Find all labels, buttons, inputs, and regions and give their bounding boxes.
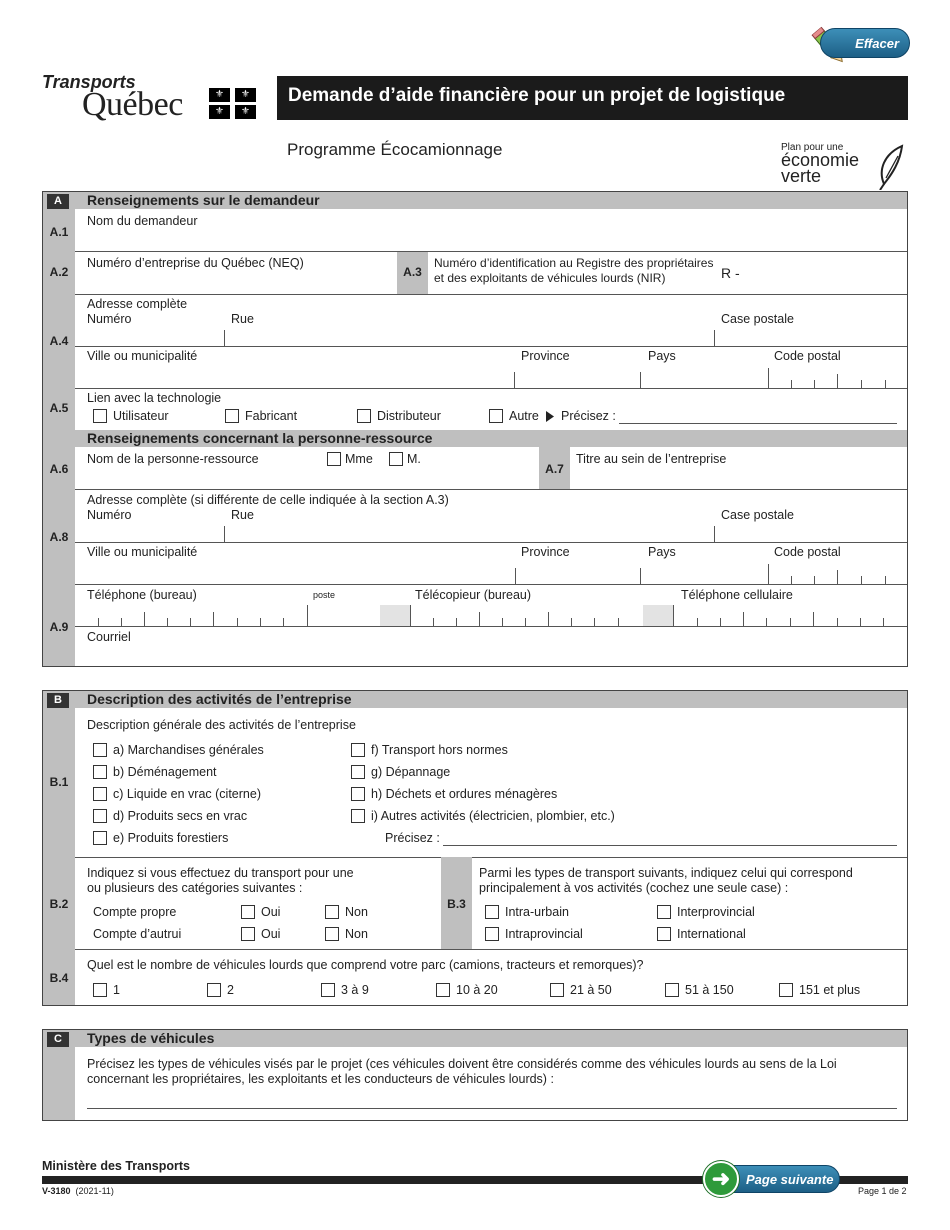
section-c xyxy=(42,1029,908,1121)
label-m: M. xyxy=(407,452,421,466)
checkbox-interprovincial[interactable] xyxy=(657,905,671,919)
form-title: Demande d’aide financière pour un projet de logistique xyxy=(277,76,908,120)
leaf-icon xyxy=(874,144,908,190)
checkbox-parc-6[interactable] xyxy=(665,983,679,997)
checkbox-activite-c[interactable] xyxy=(93,787,107,801)
fleur-de-lis-icon: ⚜ xyxy=(235,105,256,119)
checkbox-parc-1[interactable] xyxy=(93,983,107,997)
checkbox-activite-h[interactable] xyxy=(351,787,365,801)
checkbox-activite-i[interactable] xyxy=(351,809,365,823)
section-c-title: Types de véhicules xyxy=(75,1030,907,1047)
programme-name: Programme Écocamionnage xyxy=(287,140,503,159)
label-parc-6: 51 à 150 xyxy=(685,983,734,997)
label-nir-2: et des exploitants de véhicules lourds (NIR) xyxy=(434,271,666,285)
fleur-de-lis-icon: ⚜ xyxy=(209,88,230,102)
checkbox-intraprovincial[interactable] xyxy=(485,927,499,941)
section-b-title: Description des activités de l’entreprise xyxy=(75,691,907,708)
row-code-a2: A.2 xyxy=(49,265,69,279)
label-parc-1: 1 xyxy=(113,983,120,997)
label-precisez-b1: Précisez : xyxy=(385,831,440,845)
arrow-right-icon xyxy=(546,411,554,422)
label-fabricant: Fabricant xyxy=(245,409,298,423)
logo-transports: Transports xyxy=(42,72,136,92)
label-autre: Autre xyxy=(509,409,539,423)
section-a-title: Renseignements sur le demandeur xyxy=(75,192,907,209)
label-types-vehicules-1: Précisez les types de véhicules visés par le projet (ces véhicules doivent être considérés comme des véhicules lourds au sens de la Loi xyxy=(87,1057,837,1071)
label-oui: Oui xyxy=(261,905,281,919)
label-pays-contact: Pays xyxy=(648,545,676,559)
label-b2-1: Indiquez si vous effectuez du transport pour une xyxy=(87,866,354,880)
row-code-a9: A.9 xyxy=(49,620,69,634)
checkbox-autrui-non[interactable] xyxy=(325,927,339,941)
label-cellulaire: Téléphone cellulaire xyxy=(681,588,793,602)
checkbox-autrui-oui[interactable] xyxy=(241,927,255,941)
checkbox-parc-7[interactable] xyxy=(779,983,793,997)
checkbox-autre[interactable] xyxy=(489,409,503,423)
section-b xyxy=(42,690,908,1006)
eco-logo-small: Plan pour une xyxy=(781,142,844,153)
label-parc-4: 10 à 20 xyxy=(456,983,498,997)
section-a xyxy=(42,191,908,667)
label-b3-2: principalement à vos activités (cochez une seule case) : xyxy=(479,881,789,895)
label-province-contact: Province xyxy=(521,545,570,559)
label-pays: Pays xyxy=(648,349,676,363)
fleur-de-lis-icon: ⚜ xyxy=(235,88,256,102)
row-code-a8: A.8 xyxy=(49,530,69,544)
checkbox-mme[interactable] xyxy=(327,452,341,466)
label-code-postal-contact: Code postal xyxy=(774,545,841,559)
label-intra-urbain: Intra-urbain xyxy=(505,905,569,919)
section-c-letter: C xyxy=(47,1032,69,1047)
label-international: International xyxy=(677,927,746,941)
row-code-a7: A.7 xyxy=(545,462,564,476)
label-types-vehicules-2: concernant les propriétaires, les exploitants et les conducteurs de véhicules lourds) : xyxy=(87,1072,554,1086)
row-code-b1: B.1 xyxy=(49,775,69,789)
checkbox-propre-oui[interactable] xyxy=(241,905,255,919)
label-adresse: Adresse complète xyxy=(87,297,188,311)
label-parc-2: 2 xyxy=(227,983,234,997)
checkbox-intra-urbain[interactable] xyxy=(485,905,499,919)
label-case-contact: Case postale xyxy=(721,508,794,522)
label-poste: poste xyxy=(313,590,336,600)
label-rue-contact: Rue xyxy=(231,508,254,522)
label-mme: Mme xyxy=(345,452,373,466)
row-code-a3: A.3 xyxy=(403,265,422,279)
label-case-postale: Case postale xyxy=(721,312,794,326)
label-compte-propre: Compte propre xyxy=(93,905,177,919)
label-neq: Numéro d’entreprise du Québec (NEQ) xyxy=(87,256,304,270)
label-lien-technologie: Lien avec la technologie xyxy=(87,391,222,405)
label-non: Non xyxy=(345,905,368,919)
label-activite-b: b) Déménagement xyxy=(113,765,217,779)
label-activite-a: a) Marchandises générales xyxy=(113,743,264,757)
label-precisez-a5: Précisez : xyxy=(561,409,616,423)
checkbox-activite-a[interactable] xyxy=(93,743,107,757)
label-nom-demandeur: Nom du demandeur xyxy=(87,214,198,228)
checkbox-distributeur[interactable] xyxy=(357,409,371,423)
label-oui: Oui xyxy=(261,927,281,941)
label-b3-1: Parmi les types de transport suivants, indiquez celui qui correspond xyxy=(479,866,853,880)
label-b2-2: ou plusieurs des catégories suivantes : xyxy=(87,881,303,895)
nir-prefix: R - xyxy=(721,265,740,281)
subsection-title: Renseignements concernant la personne-ressource xyxy=(75,430,907,447)
label-activite-e: e) Produits forestiers xyxy=(113,831,229,845)
checkbox-international[interactable] xyxy=(657,927,671,941)
checkbox-activite-e[interactable] xyxy=(93,831,107,845)
label-description-activites: Description générale des activités de l’entreprise xyxy=(87,718,356,732)
checkbox-parc-3[interactable] xyxy=(321,983,335,997)
logo-quebec: Québec xyxy=(82,86,183,123)
checkbox-parc-5[interactable] xyxy=(550,983,564,997)
checkbox-parc-2[interactable] xyxy=(207,983,221,997)
label-numero: Numéro xyxy=(87,312,132,326)
checkbox-activite-f[interactable] xyxy=(351,743,365,757)
label-activite-i: i) Autres activités (électricien, plombier, etc.) xyxy=(371,809,615,823)
checkbox-m[interactable] xyxy=(389,452,403,466)
checkbox-parc-4[interactable] xyxy=(436,983,450,997)
section-a-letter: A xyxy=(47,194,69,209)
label-telephone: Téléphone (bureau) xyxy=(87,588,197,602)
row-code-a4: A.4 xyxy=(49,334,69,348)
label-code-postal: Code postal xyxy=(774,349,841,363)
label-activite-h: h) Déchets et ordures ménagères xyxy=(371,787,558,801)
clear-button[interactable]: Effacer xyxy=(820,28,910,58)
row-code-b3: B.3 xyxy=(447,897,466,911)
label-activite-c: c) Liquide en vrac (citerne) xyxy=(113,787,261,801)
checkbox-utilisateur[interactable] xyxy=(93,409,107,423)
label-nombre-vehicules: Quel est le nombre de véhicules lourds que comprend votre parc (camions, tracteurs et remorques)? xyxy=(87,958,644,972)
checkbox-propre-non[interactable] xyxy=(325,905,339,919)
label-province: Province xyxy=(521,349,570,363)
label-activite-f: f) Transport hors normes xyxy=(371,743,508,757)
row-code-a6: A.6 xyxy=(49,462,69,476)
row-code-b2: B.2 xyxy=(49,897,69,911)
label-ville: Ville ou municipalité xyxy=(87,349,198,363)
eco-logo: économie verte xyxy=(781,150,860,186)
label-non: Non xyxy=(345,927,368,941)
checkbox-fabricant[interactable] xyxy=(225,409,239,423)
row-code-b4: B.4 xyxy=(49,971,69,985)
label-distributeur: Distributeur xyxy=(377,409,441,423)
label-adresse-contact: Adresse complète (si différente de celle indiquée à la section A.3) xyxy=(87,493,449,507)
label-interprovincial: Interprovincial xyxy=(677,905,755,919)
label-rue: Rue xyxy=(231,312,254,326)
checkbox-activite-b[interactable] xyxy=(93,765,107,779)
label-ville-contact: Ville ou municipalité xyxy=(87,545,198,559)
label-nir-1: Numéro d’identification au Registre des propriétaires xyxy=(434,256,714,270)
page-number: Page 1 de 2 xyxy=(858,1186,907,1196)
row-code-a1: A.1 xyxy=(49,225,69,239)
label-activite-g: g) Dépannage xyxy=(371,765,451,779)
label-utilisateur: Utilisateur xyxy=(113,409,169,423)
fleur-de-lis-icon: ⚜ xyxy=(209,105,230,119)
label-intraprovincial: Intraprovincial xyxy=(505,927,583,941)
footer-ministere: Ministère des Transports xyxy=(42,1159,190,1173)
next-page-button[interactable]: Page suivante xyxy=(705,1165,840,1193)
label-activite-d: d) Produits secs en vrac xyxy=(113,809,248,823)
checkbox-activite-g[interactable] xyxy=(351,765,365,779)
form-code: V-3180 (2021-11) xyxy=(42,1186,114,1196)
label-titre: Titre au sein de l’entreprise xyxy=(576,452,727,466)
arrow-right-icon[interactable]: ➜ xyxy=(703,1161,739,1197)
label-telecopieur: Télécopieur (bureau) xyxy=(415,588,532,602)
label-compte-autrui: Compte d’autrui xyxy=(93,927,182,941)
row-code-a5: A.5 xyxy=(49,401,69,415)
section-b-letter: B xyxy=(47,693,69,708)
label-numero-contact: Numéro xyxy=(87,508,132,522)
label-parc-5: 21 à 50 xyxy=(570,983,612,997)
label-courriel: Courriel xyxy=(87,630,131,644)
label-personne-ressource: Nom de la personne-ressource xyxy=(87,452,259,466)
label-parc-3: 3 à 9 xyxy=(341,983,369,997)
label-parc-7: 151 et plus xyxy=(799,983,861,997)
checkbox-activite-d[interactable] xyxy=(93,809,107,823)
